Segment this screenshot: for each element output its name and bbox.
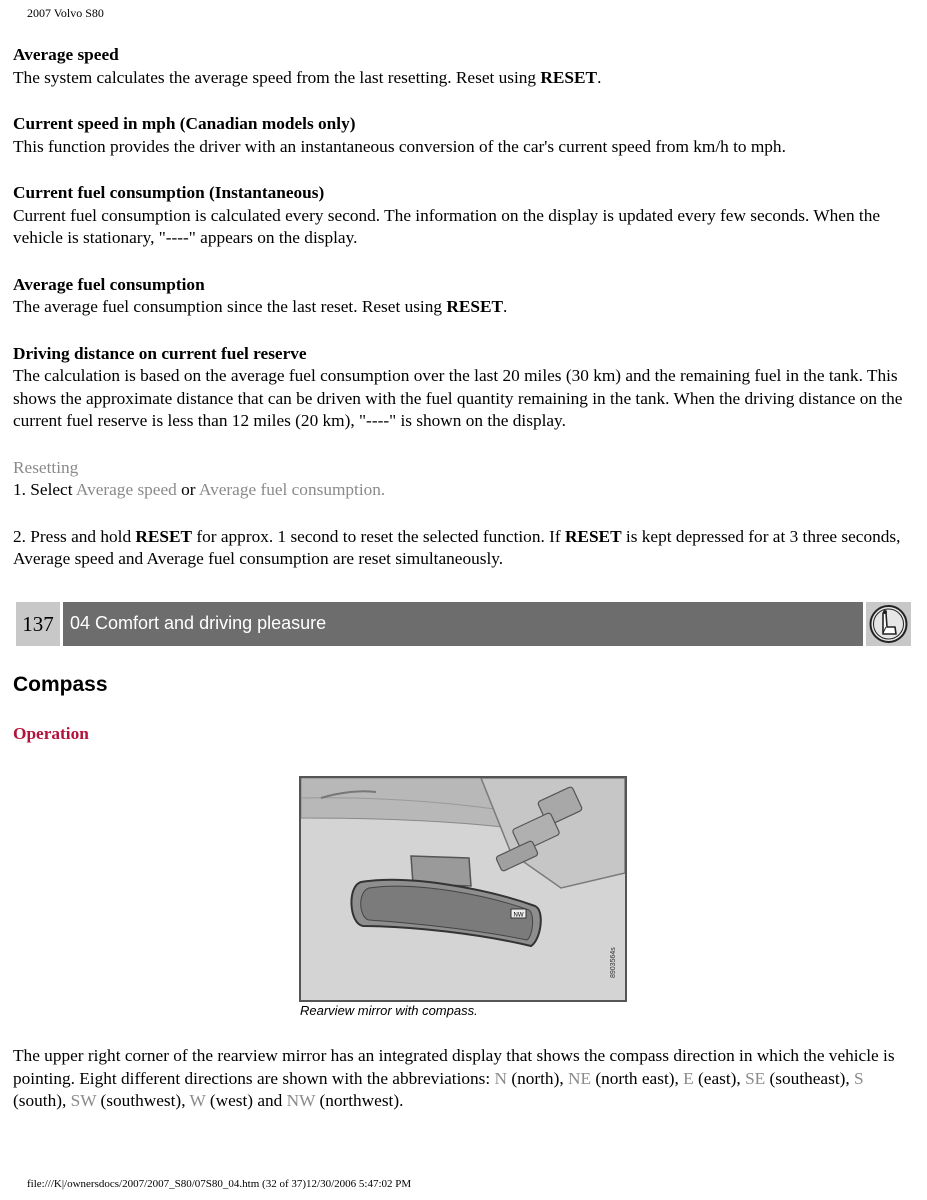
step2-c: for approx. 1 second to reset the selected function. If bbox=[192, 526, 565, 546]
dir-desc-nw: (northwest). bbox=[315, 1091, 404, 1110]
dir-abbr-ne: NE bbox=[567, 1068, 592, 1088]
mirror-compass-label: NW bbox=[513, 912, 524, 919]
dir-abbr-n: N bbox=[494, 1068, 508, 1088]
step2-d: is kept depressed for at 3 three seconds, Average speed and Average fuel consumption are reset simultaneously. bbox=[13, 526, 901, 568]
dir-desc-s: (south), bbox=[13, 1091, 71, 1110]
reset-keyword: RESET bbox=[446, 297, 504, 316]
section-text: This function provides the driver with an instantaneous conversion of the car's current speed from km/h to mph. bbox=[13, 136, 786, 156]
section-average-speed bbox=[13, 44, 913, 89]
dir-desc-ne: (north east), bbox=[591, 1068, 684, 1088]
resetting-step1 bbox=[13, 480, 385, 499]
document-header: 2007 Volvo S80 bbox=[27, 6, 104, 20]
compass-description-text: The upper right corner of the rearview mirror has an integrated display that shows the compass direction in which the vehicle is pointing. Eight different directions are shown with the abbreviations: bbox=[13, 1046, 895, 1088]
step1-or: or bbox=[176, 480, 199, 499]
dir-abbr-e: E bbox=[683, 1068, 694, 1088]
reset-keyword: RESET bbox=[564, 526, 622, 546]
step2-a: 2. Press and hold bbox=[13, 526, 136, 546]
dir-desc-w: (west) and bbox=[205, 1091, 287, 1110]
section-text: The system calculates the average speed from the last resetting. Reset using bbox=[13, 67, 541, 87]
section-text-end: . bbox=[503, 297, 508, 316]
seat-icon bbox=[866, 602, 911, 646]
chapter-title: 04 Comfort and driving pleasure bbox=[63, 602, 863, 646]
section-text: The calculation is based on the average fuel consumption over the last 20 miles (30 km) and the remaining fuel in the tank. This shows the approximate distance that can be driven with the fuel quantity remaining in the tank. When the driving distance on the current fuel reserve is less than 12 miles (20 km), "----" is shown on the display. bbox=[13, 366, 903, 430]
dir-abbr-w: W bbox=[189, 1091, 206, 1110]
reset-keyword: RESET bbox=[540, 67, 598, 87]
section-heading: Current fuel consumption (Instantaneous) bbox=[13, 183, 325, 202]
section-current-fuel-consumption bbox=[13, 182, 913, 250]
operation-subheading: Operation bbox=[13, 724, 89, 743]
reset-keyword: RESET bbox=[135, 526, 193, 546]
chapter-icon-box bbox=[866, 602, 911, 646]
section-heading: Average speed bbox=[13, 45, 119, 64]
dir-desc-n: (north), bbox=[507, 1068, 568, 1088]
section-heading: Driving distance on current fuel reserve bbox=[13, 343, 307, 363]
rearview-mirror-illustration bbox=[301, 778, 625, 1000]
rearview-mirror-figure bbox=[299, 776, 627, 1002]
page-number: 137 bbox=[16, 602, 60, 646]
resetting-step2 bbox=[13, 526, 913, 571]
dir-desc-se: (southeast), bbox=[765, 1068, 855, 1088]
section-driving-distance bbox=[13, 343, 913, 433]
average-fuel-consumption-link[interactable]: Average fuel consumption. bbox=[198, 480, 386, 499]
section-text: The average fuel consumption since the last reset. Reset using bbox=[13, 297, 447, 316]
compass-description bbox=[13, 1045, 913, 1113]
dir-abbr-se: SE bbox=[745, 1068, 766, 1088]
dir-desc-e: (east), bbox=[693, 1068, 746, 1088]
figure-code: 8903564s bbox=[610, 947, 617, 978]
compass-heading: Compass bbox=[13, 673, 108, 696]
dir-abbr-sw: SW bbox=[70, 1091, 97, 1110]
chapter-banner bbox=[16, 602, 911, 646]
dir-desc-sw: (southwest), bbox=[96, 1091, 190, 1110]
section-current-speed-mph bbox=[13, 113, 913, 158]
section-heading: Average fuel consumption bbox=[13, 274, 205, 294]
section-text-end: . bbox=[597, 67, 602, 87]
section-resetting bbox=[13, 457, 913, 502]
dir-abbr-nw: NW bbox=[286, 1091, 316, 1110]
figure-caption: Rearview mirror with compass. bbox=[300, 1003, 478, 1018]
section-text: Current fuel consumption is calculated every second. The information on the display is updated every few seconds. When the vehicle is stationary, "----" appears on the display. bbox=[13, 205, 881, 247]
section-average-fuel-consumption bbox=[13, 274, 913, 319]
average-speed-link[interactable]: Average speed bbox=[75, 480, 177, 499]
section-heading: Current speed in mph (Canadian models only) bbox=[13, 114, 356, 133]
file-path-footer: file:///K|/ownersdocs/2007/2007_S80/07S80_04.htm (32 of 37)12/30/2006 5:47:02 PM bbox=[27, 1178, 412, 1190]
main-content bbox=[13, 44, 913, 595]
resetting-title: Resetting bbox=[13, 457, 79, 477]
step1-prefix: 1. Select bbox=[13, 480, 76, 499]
dir-abbr-s: S bbox=[854, 1068, 864, 1088]
